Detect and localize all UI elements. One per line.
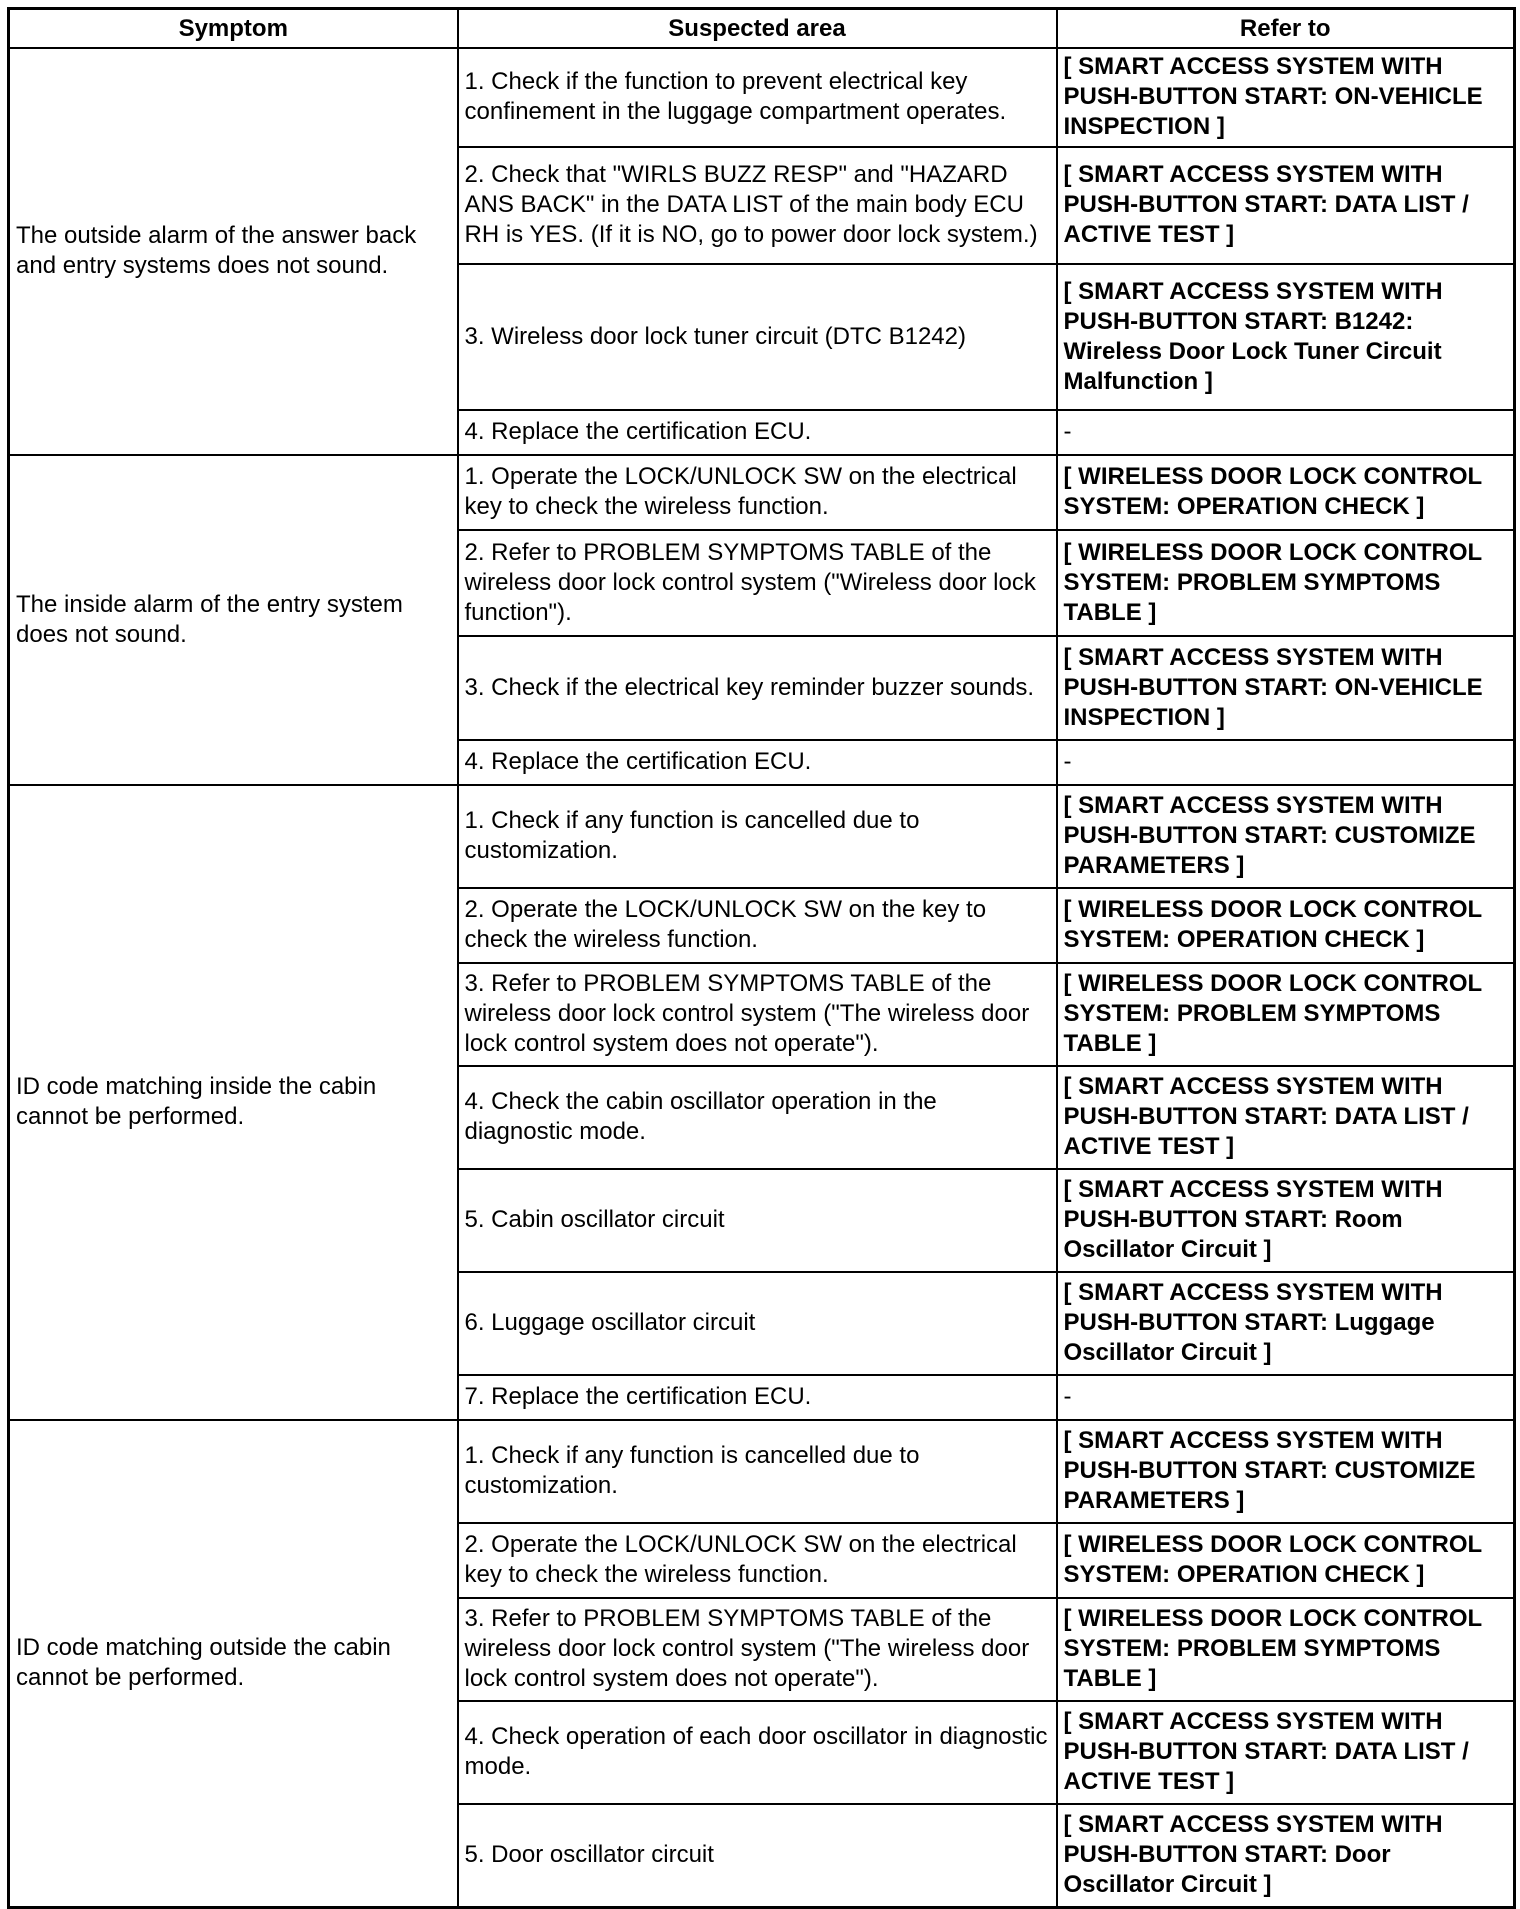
suspected-area-cell: 1. Check if any function is cancelled due to customization. [458, 785, 1057, 888]
suspected-area-cell: 1. Check if the function to prevent electrical key confinement in the luggage compartment operates. [458, 48, 1057, 147]
header-symptom: Symptom [9, 9, 458, 49]
suspected-area-cell: 3. Refer to PROBLEM SYMPTOMS TABLE of the wireless door lock control system ("The wireless door lock control system does not operate"). [458, 963, 1057, 1066]
refer-to-link[interactable]: [ SMART ACCESS SYSTEM WITH PUSH-BUTTON START: ON-VEHICLE INSPECTION ] [1057, 48, 1515, 147]
table-row [9, 48, 1515, 147]
table-row [9, 1420, 1515, 1523]
symptom-cell: The outside alarm of the answer back and entry systems does not sound. [9, 48, 458, 455]
refer-to-link[interactable]: [ SMART ACCESS SYSTEM WITH PUSH-BUTTON START: DATA LIST / ACTIVE TEST ] [1057, 147, 1515, 264]
suspected-area-cell: 3. Refer to PROBLEM SYMPTOMS TABLE of the wireless door lock control system ("The wireless door lock control system does not operate"). [458, 1598, 1057, 1701]
symptom-cell: The inside alarm of the entry system does not sound. [9, 455, 458, 785]
refer-to-link[interactable]: [ SMART ACCESS SYSTEM WITH PUSH-BUTTON START: DATA LIST / ACTIVE TEST ] [1057, 1701, 1515, 1804]
refer-to-cell: - [1057, 740, 1515, 785]
symptom-cell: ID code matching inside the cabin cannot be performed. [9, 785, 458, 1420]
suspected-area-cell: 4. Check operation of each door oscillator in diagnostic mode. [458, 1701, 1057, 1804]
suspected-area-cell: 7. Replace the certification ECU. [458, 1375, 1057, 1420]
refer-to-link[interactable]: [ WIRELESS DOOR LOCK CONTROL SYSTEM: OPERATION CHECK ] [1057, 888, 1515, 963]
refer-to-link[interactable]: [ WIRELESS DOOR LOCK CONTROL SYSTEM: OPERATION CHECK ] [1057, 1523, 1515, 1598]
header-refer-to: Refer to [1057, 9, 1515, 49]
problem-symptoms-table-wrapper [7, 7, 1513, 1909]
suspected-area-cell: 4. Replace the certification ECU. [458, 410, 1057, 455]
refer-to-link[interactable]: [ SMART ACCESS SYSTEM WITH PUSH-BUTTON START: CUSTOMIZE PARAMETERS ] [1057, 785, 1515, 888]
refer-to-link[interactable]: [ SMART ACCESS SYSTEM WITH PUSH-BUTTON START: Luggage Oscillator Circuit ] [1057, 1272, 1515, 1375]
suspected-area-cell: 4. Replace the certification ECU. [458, 740, 1057, 785]
suspected-area-cell: 6. Luggage oscillator circuit [458, 1272, 1057, 1375]
suspected-area-cell: 1. Check if any function is cancelled due to customization. [458, 1420, 1057, 1523]
suspected-area-cell: 2. Operate the LOCK/UNLOCK SW on the key to check the wireless function. [458, 888, 1057, 963]
refer-to-link[interactable]: [ SMART ACCESS SYSTEM WITH PUSH-BUTTON START: B1242: Wireless Door Lock Tuner Circuit Malfunction ] [1057, 264, 1515, 410]
refer-to-link[interactable]: [ WIRELESS DOOR LOCK CONTROL SYSTEM: OPERATION CHECK ] [1057, 455, 1515, 530]
suspected-area-cell: 5. Cabin oscillator circuit [458, 1169, 1057, 1272]
header-row [9, 9, 1515, 49]
refer-to-link[interactable]: [ SMART ACCESS SYSTEM WITH PUSH-BUTTON START: Room Oscillator Circuit ] [1057, 1169, 1515, 1272]
refer-to-link[interactable]: [ SMART ACCESS SYSTEM WITH PUSH-BUTTON START: Door Oscillator Circuit ] [1057, 1804, 1515, 1908]
header-suspected-area: Suspected area [458, 9, 1057, 49]
symptom-cell: ID code matching outside the cabin cannot be performed. [9, 1420, 458, 1908]
suspected-area-cell: 3. Wireless door lock tuner circuit (DTC B1242) [458, 264, 1057, 410]
refer-to-link[interactable]: [ WIRELESS DOOR LOCK CONTROL SYSTEM: PROBLEM SYMPTOMS TABLE ] [1057, 963, 1515, 1066]
suspected-area-cell: 4. Check the cabin oscillator operation in the diagnostic mode. [458, 1066, 1057, 1169]
suspected-area-cell: 2. Operate the LOCK/UNLOCK SW on the electrical key to check the wireless function. [458, 1523, 1057, 1598]
refer-to-link[interactable]: [ WIRELESS DOOR LOCK CONTROL SYSTEM: PROBLEM SYMPTOMS TABLE ] [1057, 530, 1515, 636]
problem-symptoms-table [7, 7, 1516, 1909]
refer-to-cell: - [1057, 1375, 1515, 1420]
refer-to-link[interactable]: [ WIRELESS DOOR LOCK CONTROL SYSTEM: PROBLEM SYMPTOMS TABLE ] [1057, 1598, 1515, 1701]
suspected-area-cell: 2. Check that "WIRLS BUZZ RESP" and "HAZARD ANS BACK" in the DATA LIST of the main body ECU RH is YES. (If it is NO, go to power door lock system.) [458, 147, 1057, 264]
refer-to-link[interactable]: [ SMART ACCESS SYSTEM WITH PUSH-BUTTON START: ON-VEHICLE INSPECTION ] [1057, 636, 1515, 740]
table-row [9, 785, 1515, 888]
suspected-area-cell: 1. Operate the LOCK/UNLOCK SW on the electrical key to check the wireless function. [458, 455, 1057, 530]
suspected-area-cell: 2. Refer to PROBLEM SYMPTOMS TABLE of the wireless door lock control system ("Wireless door lock function"). [458, 530, 1057, 636]
refer-to-link[interactable]: [ SMART ACCESS SYSTEM WITH PUSH-BUTTON START: DATA LIST / ACTIVE TEST ] [1057, 1066, 1515, 1169]
suspected-area-cell: 5. Door oscillator circuit [458, 1804, 1057, 1908]
table-row [9, 455, 1515, 530]
refer-to-cell: - [1057, 410, 1515, 455]
suspected-area-cell: 3. Check if the electrical key reminder buzzer sounds. [458, 636, 1057, 740]
refer-to-link[interactable]: [ SMART ACCESS SYSTEM WITH PUSH-BUTTON START: CUSTOMIZE PARAMETERS ] [1057, 1420, 1515, 1523]
